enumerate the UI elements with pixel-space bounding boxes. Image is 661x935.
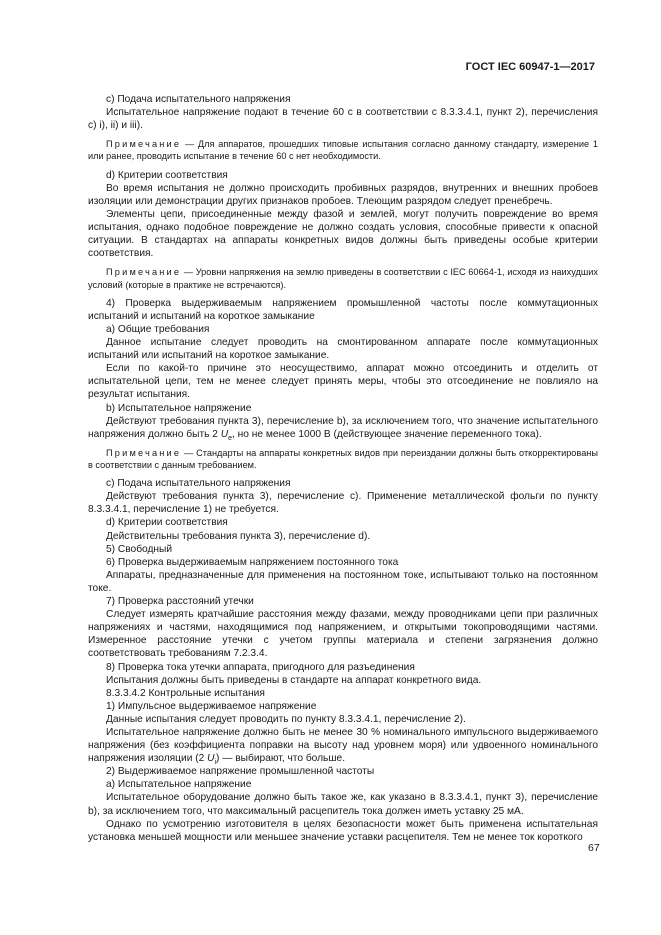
page-body — [88, 93, 598, 844]
item-heading: 4) Проверка выдерживаемым напряжением промышленной частоты после коммутационных испытаний и испытаний на короткое замыкание — [88, 297, 598, 322]
paragraph: Следует измерять кратчайшие расстояния между фазами, между проводниками цепи при различных напряжениях и частями, находящимися под напряжением, и открытыми токопроводящими частями. Измеренное расстояние утечки с учетом группы материала и степени загрязнения должно соответствовать требованиям 7.2.3.4. — [88, 609, 598, 660]
standard-code-header: ГОСТ IEC 60947-1—2017 — [465, 61, 595, 73]
item-heading: с) Подача испытательного напряжения — [106, 94, 291, 105]
note — [88, 266, 598, 290]
item-heading: b) Испытательное напряжение — [106, 402, 252, 414]
paragraph — [88, 726, 598, 765]
item-heading: 8) Проверка тока утечки аппарата, пригодного для разъединения — [106, 661, 415, 673]
item-heading: d) Критерии соответствия — [106, 517, 228, 529]
subscript-i: i — [214, 759, 217, 767]
symbol-u: U — [207, 753, 215, 765]
item-heading: 2) Выдерживаемое напряжение промышленной частоты — [106, 766, 375, 778]
item-heading: 1) Импульсное выдерживаемое напряжение — [106, 700, 317, 712]
paragraph — [88, 415, 598, 441]
item-heading: 7) Проверка расстояний утечки — [106, 596, 254, 608]
text-run: Испытательное напряжение должно быть не менее 30 % номинального импульсного выдерживаемого напряжения (без коэффициента поправки на высоту над уровнем моря) или удвоенного номинального напряжения изоляции (2 — [88, 726, 598, 765]
note-text: — Уровни напряжения на землю приведены в соответствии с IEC 60664-1, исходя из наихудших условий (которые в практике не встречаются). — [88, 267, 598, 290]
note-label: Примечание — [106, 447, 182, 458]
item-heading: а) Испытательное напряжение — [106, 779, 252, 791]
paragraph: Испытательное напряжение подают в течение 60 с в соответствии с 8.3.3.4.1, пункт 2), перечисления с) i), ii) и iii). — [88, 107, 598, 132]
paragraph: Данные испытания следует проводить по пункту 8.3.3.4.1, перечисление 2). — [106, 713, 466, 725]
note-text: — Стандарты на аппараты конкретных видов при переиздании должны быть откорректированы в соответствии с данным требованием. — [88, 447, 598, 470]
text-run: Действуют требования пункта 3), перечисление b), за исключением того, что значение испытательного напряжения должно быть 2 — [88, 415, 598, 440]
item-heading: с) Подача испытательного напряжения — [106, 478, 291, 490]
paragraph: Данное испытание следует проводить на смонтированном аппарате после коммутационных испытаний или испытаний на короткое замыкание. — [88, 337, 598, 362]
paragraph: Однако по усмотрению изготовителя в целях безопасности может быть применена испытательная установка меньшей мощности или меньшее значение уставки расцепителя. Тем не менее ток короткого — [88, 818, 598, 843]
note-label: Примечание — [106, 139, 182, 150]
item-heading: d) Критерии соответствия — [106, 169, 228, 181]
item-heading: 6) Проверка выдерживаемым напряжением постоянного тока — [106, 556, 399, 568]
paragraph: Действуют требования пункта 3), перечисление с). Применение металлической фольги по пункту 8.3.3.4.1, перечисление 1) не требуется. — [88, 491, 598, 516]
note — [88, 138, 598, 162]
paragraph: Испытательное оборудование должно быть такое же, как указано в 8.3.3.4.1, пункт 3), перечисление b), за исключением того, что максимальный расцепитель тока должен иметь уставку 25 мА. — [88, 792, 598, 817]
subscript-e: е — [228, 434, 233, 442]
page-number: 67 — [588, 842, 600, 854]
paragraph: Испытания должны быть приведены в стандарте на аппарат конкретного вида. — [106, 674, 482, 686]
text-run: , но не менее 1000 В (действующее значение переменного тока). — [232, 428, 542, 440]
item-heading: 5) Свободный — [106, 543, 173, 555]
note-text: — Для аппаратов, прошедших типовые испытания согласно данному стандарту, измерение 1 или ранее, проводить испытание в течение 60 с нет необходимости. — [88, 139, 598, 162]
note-label: Примечание — [106, 267, 182, 278]
symbol-u: U — [220, 428, 229, 440]
paragraph: Во время испытания не должно происходить пробивных разрядов, внутренних и внешних пробоев изоляции или демонстрации других признаков пробоев. Тлеющим разрядом следует пренебречь. — [88, 182, 598, 207]
note — [88, 447, 598, 471]
paragraph: Аппараты, предназначенные для применения на постоянном токе, испытывают только на постоянном токе. — [88, 569, 598, 594]
item-heading: а) Общие требования — [106, 323, 210, 335]
paragraph: Действительны требования пункта 3), перечисление d). — [106, 530, 371, 542]
paragraph: Если по какой-то причине это неосуществимо, аппарат можно отсоединить и отделить от испытательной цепи, тем не менее следует принять меры, чтобы это отсоединение не повлияло на результат испытания. — [88, 363, 598, 401]
text-run: ) — выбирают, что больше. — [216, 753, 346, 765]
section-heading: 8.3.3.4.2 Контрольные испытания — [106, 687, 265, 699]
paragraph: Элементы цепи, присоединенные между фазой и землей, могут получить повреждение во время испытания, однако подобное повреждение не должно создать условия, способные привести к опасной ситуации. В стандартах на аппараты конкретных видов должны быть приведены особые критерии соответствия. — [88, 208, 598, 260]
